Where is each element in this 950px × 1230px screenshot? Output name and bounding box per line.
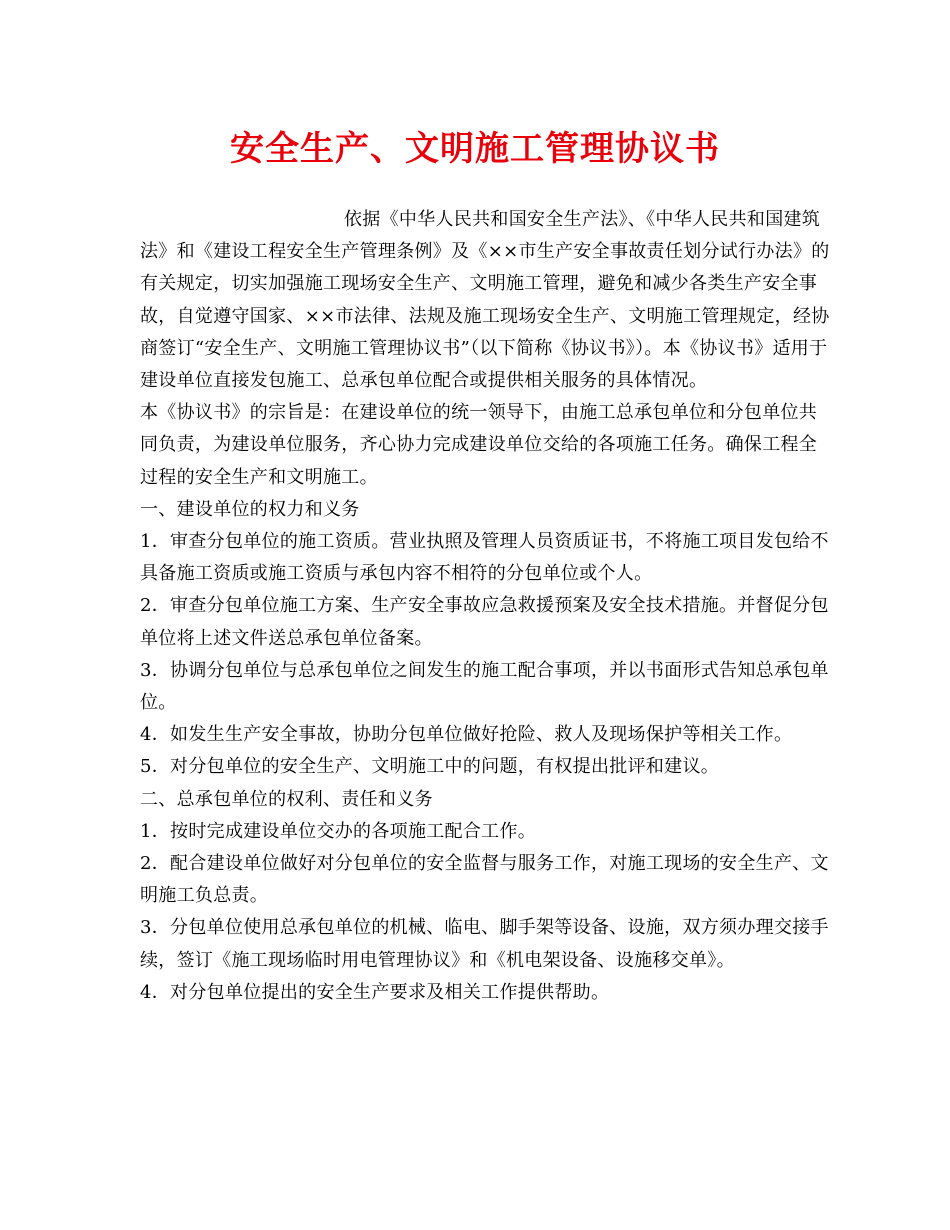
owner-clause-5: 5．对分包单位的安全生产、文明施工中的问题，有权提出批评和建议。	[140, 756, 720, 778]
section-heading-owner: 一、建设单位的权力和义务	[140, 498, 360, 520]
contractor-clause-2: 2．配合建设单位做好对分包单位的安全监督与服务工作，对施工现场的安全生产、文明施工负总责。	[140, 853, 829, 907]
contractor-clause-1: 1．按时完成建设单位交办的各项施工配合工作。	[140, 820, 537, 842]
paragraph-purpose: 本《协议书》的宗旨是：在建设单位的统一领导下，由施工总承包单位和分包单位共同负责，为建设单位服务，齐心协力完成建设单位交给的各项施工任务。确保工程全过程的安全生产和文明施工。	[140, 402, 818, 488]
owner-clause-2: 2．审查分包单位施工方案、生产安全事故应急救援预案及安全技术措施。并督促分包单位将上述文件送总承包单位备案。	[140, 595, 829, 649]
contractor-clause-3: 3．分包单位使用总承包单位的机械、临电、脚手架等设备、设施，双方须办理交接手续，签订《施工现场临时用电管理协议》和《机电架设备、设施移交单》。	[140, 917, 829, 971]
document-title: 安全生产、文明施工管理协议书	[230, 129, 720, 169]
owner-clause-1: 1．审查分包单位的施工资质。营业执照及管理人员资质证书，不将施工项目发包给不具备施工资质或施工资质与承包内容不相符的分包单位或个人。	[140, 531, 829, 585]
owner-clause-4: 4．如发生生产安全事故，协助分包单位做好抢险、救人及现场保护等相关工作。	[140, 724, 793, 746]
owner-clause-3: 3．协调分包单位与总承包单位之间发生的施工配合事项，并以书面形式告知总承包单位。	[140, 659, 829, 714]
contractor-clause-4: 4．对分包单位提出的安全生产要求及相关工作提供帮助。	[140, 981, 610, 1003]
paragraph-preamble: 依据《中华人民共和国安全生产法》、《中华人民共和国建筑法》和《建设工程安全生产管理条例》及《××市生产安全事故责任划分试行办法》的有关规定，切实加强施工现场安全生产、文明施工管理，避免和减少各类生产安全事故，自觉遵守国家、××市法律、法规及施工现场安全生产、文明施工管理规定，经协商签订“安全生产、文明施工管理协议书”（以下简称《协议书》）。本《协议书》适用于建设单位直接发包施工、总承包单位配合或提供相关服务的具体情况。	[140, 209, 830, 392]
document-body	[140, 204, 830, 1009]
section-heading-contractor: 二、总承包单位的权利、责任和义务	[140, 788, 433, 810]
